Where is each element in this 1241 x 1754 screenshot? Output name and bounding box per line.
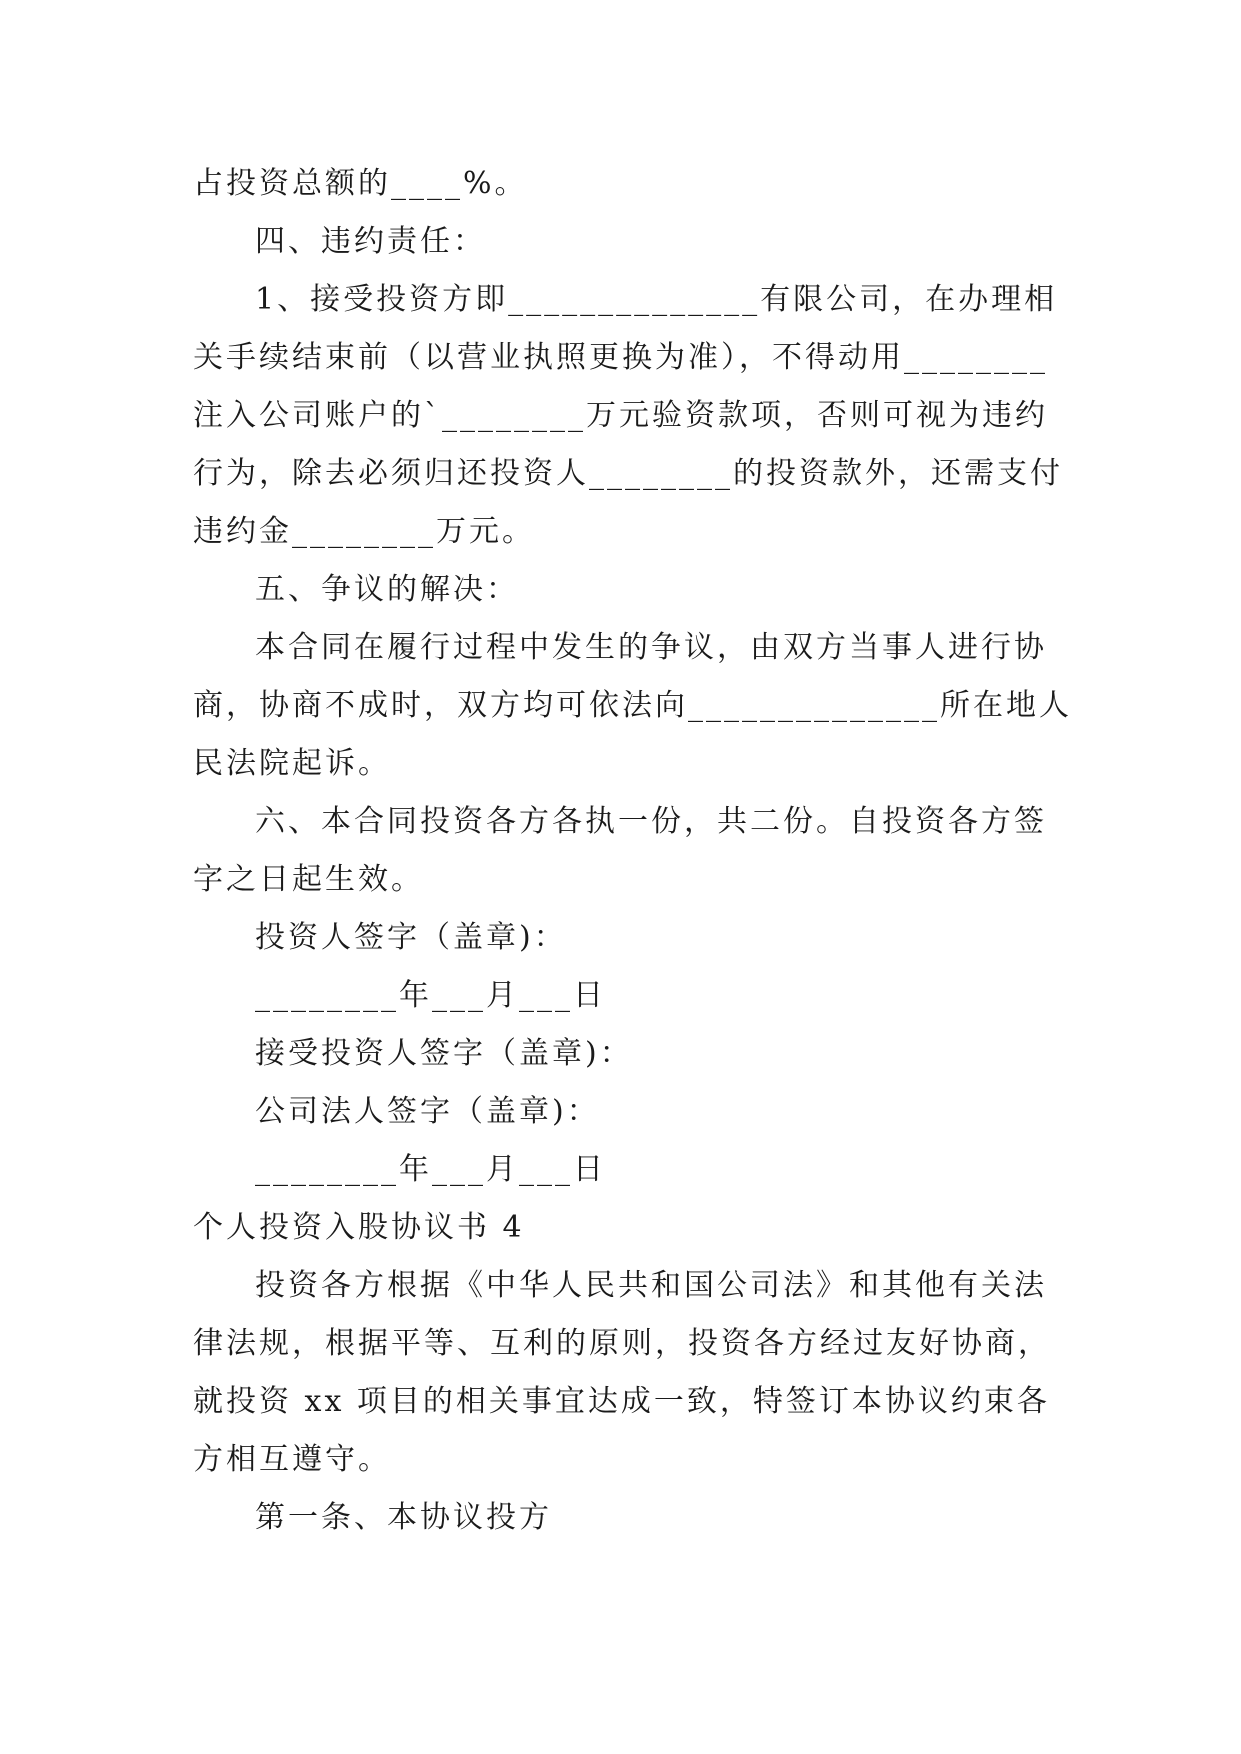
text-line: 1、接受投资方即______________有限公司，在办理相 [255,282,1058,317]
date-line: ________年___月___日 [255,978,606,1013]
text-line: 本合同在履行过程中发生的争议，由双方当事人进行协 [255,630,1047,665]
text-line: 商，协商不成时，双方均可依法向______________所在地人 [193,688,1072,723]
legal-person-signature-label: 公司法人签字（盖章)： [255,1094,600,1129]
text-line: 投资各方根据《中华人民共和国公司法》和其他有关法 [255,1268,1047,1303]
section-heading-breach-liability: 四、违约责任： [255,224,486,259]
investor-signature-label: 投资人签字（盖章)： [255,920,567,955]
text-line: 民法院起诉。 [193,746,391,781]
text-line: 方相互遵守。 [193,1442,391,1477]
text-line: 字之日起生效。 [193,862,424,897]
text-line: 律法规，根据平等、互利的原则，投资各方经过友好协商， [193,1326,1051,1361]
document-body [193,155,1072,1547]
text-line: 行为，除去必须归还投资人________的投资款外，还需支付 [193,456,1063,491]
text-line: 注入公司账户的`________万元验资款项，否则可视为违约 [193,398,1048,433]
document-title: 个人投资入股协议书 4 [193,1210,525,1245]
text-line: 关手续结束前（以营业执照更换为准），不得动用________ [193,340,1048,375]
article-heading: 第一条、本协议投方 [255,1500,552,1535]
text-line: 违约金________万元。 [193,514,535,549]
date-line: ________年___月___日 [255,1152,606,1187]
section-heading-dispute-resolution: 五、争议的解决： [255,572,519,607]
section-heading-copies: 六、本合同投资各方各执一份，共二份。自投资各方签 [255,804,1047,839]
text-line: 占投资总额的____%。 [193,166,528,201]
text-line: 就投资 xx 项目的相关事宜达成一致，特签订本协议约束各 [193,1384,1050,1419]
recipient-signature-label: 接受投资人签字（盖章)： [255,1036,633,1071]
